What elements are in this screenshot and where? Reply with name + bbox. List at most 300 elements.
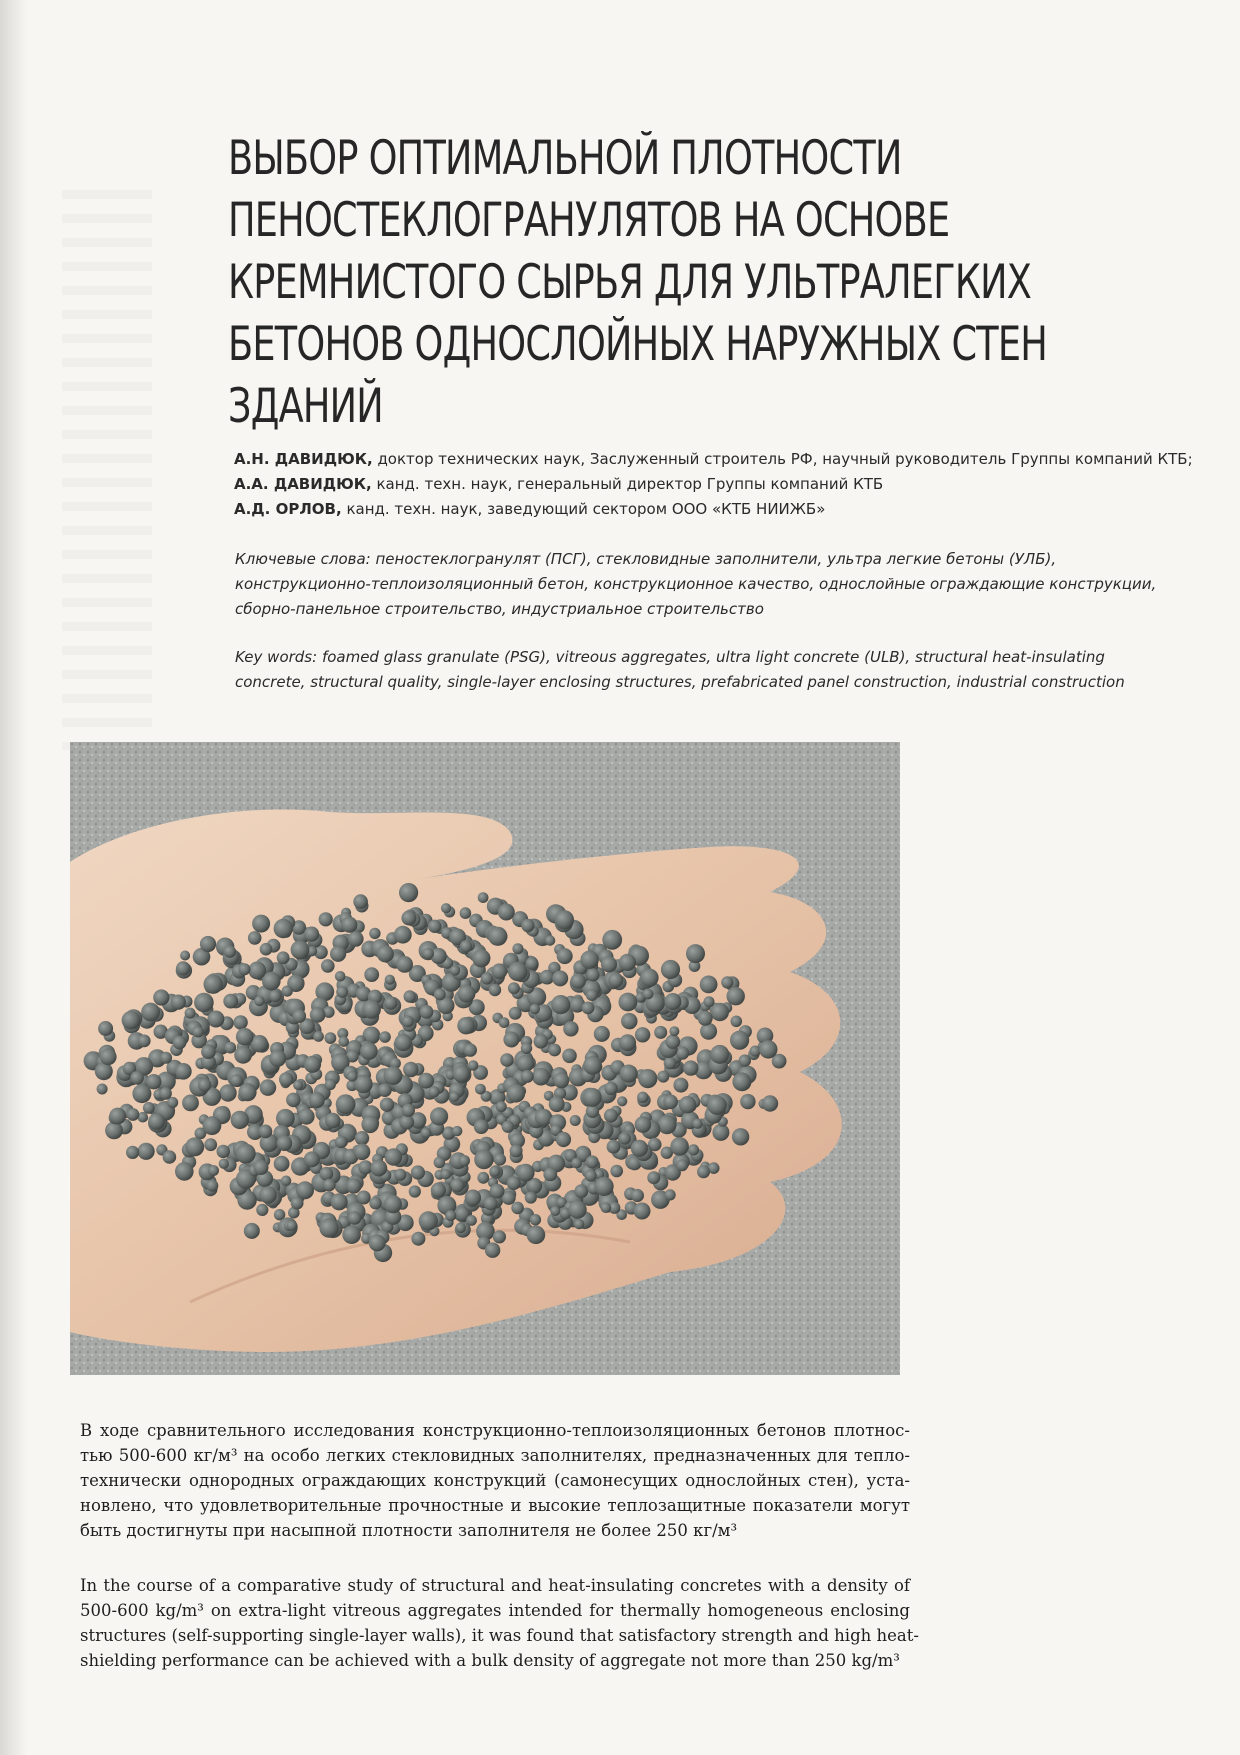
granule	[712, 1124, 729, 1141]
granule	[664, 1057, 677, 1070]
granule	[604, 1082, 617, 1095]
granule	[493, 1230, 506, 1243]
title-line: ПЕНОСТЕКЛОГРАНУЛЯТОВ НА ОСНОВЕ	[228, 193, 950, 248]
granule	[673, 1078, 688, 1093]
keywords-russian	[235, 547, 1165, 622]
granule	[459, 1155, 470, 1166]
granule	[138, 1035, 151, 1048]
granule	[377, 945, 394, 962]
granule	[460, 940, 472, 952]
granule	[666, 1034, 681, 1049]
granule	[231, 1111, 249, 1129]
granule	[192, 1026, 203, 1037]
granule	[304, 927, 319, 942]
granule	[399, 1115, 414, 1130]
abstract-russian	[80, 1418, 910, 1543]
granule	[477, 1172, 489, 1184]
granule	[309, 1092, 325, 1108]
granule	[574, 1184, 588, 1198]
granule	[551, 995, 570, 1014]
granule	[665, 1189, 676, 1200]
granule	[750, 1046, 761, 1057]
keywords-line: сборно-панельное строительство, индустриальное строительство	[235, 600, 764, 618]
granule	[369, 928, 380, 939]
granule	[126, 1146, 139, 1159]
granule	[485, 1243, 500, 1258]
granule	[654, 1026, 667, 1039]
granule	[453, 1065, 470, 1082]
granule	[341, 917, 357, 933]
granule	[638, 1069, 657, 1088]
granule	[595, 1177, 614, 1196]
granule	[148, 1113, 165, 1130]
granule	[153, 989, 169, 1005]
granule	[304, 1151, 320, 1167]
granule	[298, 1108, 314, 1124]
granule	[507, 1084, 526, 1103]
granule	[707, 1096, 726, 1115]
abstract-line: технически однородных ограждающих конструкций (самонесущих однослойных стен), уста-	[80, 1471, 910, 1490]
granule	[122, 1011, 141, 1030]
granule	[464, 1043, 477, 1056]
granule	[586, 989, 598, 1001]
keywords-line: concrete, structural quality, single-layer enclosing structures, prefabricated panel construction, industrial construction	[235, 673, 1125, 691]
granule	[274, 919, 293, 938]
granule	[143, 1102, 155, 1114]
granule	[419, 1211, 438, 1230]
granule	[457, 1017, 474, 1034]
granule	[434, 1157, 446, 1169]
show-through-text	[62, 190, 152, 750]
granule	[402, 1016, 414, 1028]
granule	[418, 1073, 434, 1089]
granule	[236, 1144, 256, 1164]
abstract-line: structures (self-supporting single-layer walls), it was found that satisfactory strength and high heat-	[80, 1626, 919, 1645]
granule	[325, 1079, 336, 1090]
granule	[711, 1003, 729, 1021]
granule	[631, 1189, 644, 1202]
granule	[474, 1119, 489, 1134]
keywords-english	[235, 645, 1165, 695]
granule	[574, 1219, 584, 1229]
granule	[203, 1116, 222, 1135]
granule	[160, 1052, 172, 1064]
granule	[732, 1072, 751, 1091]
granule	[138, 1143, 155, 1160]
granule	[619, 993, 638, 1012]
granule	[185, 1137, 204, 1156]
granule	[335, 1136, 347, 1148]
granule	[727, 987, 745, 1005]
abstract-line: новлено, что удовлетворительные прочностные и высокие теплозащитные показатели могут	[80, 1496, 910, 1515]
granule	[239, 963, 251, 975]
granule	[282, 986, 293, 997]
granule	[310, 1007, 326, 1023]
granule	[252, 915, 270, 933]
granule	[549, 1096, 565, 1112]
granule	[759, 1040, 777, 1058]
granule	[610, 1165, 623, 1178]
granule	[556, 1132, 571, 1147]
granule	[194, 993, 214, 1013]
granule	[260, 1079, 277, 1096]
granule	[635, 1116, 652, 1133]
granule	[474, 1150, 493, 1169]
granule	[441, 903, 451, 913]
granule	[287, 1221, 297, 1231]
granule	[570, 1115, 581, 1126]
granule	[700, 976, 718, 994]
granule	[396, 956, 413, 973]
granule	[362, 1000, 381, 1019]
granule	[582, 1002, 595, 1015]
granule	[320, 1167, 334, 1181]
granule	[198, 1078, 211, 1091]
granule	[568, 1200, 586, 1218]
title-line: ВЫБОР ОПТИМАЛЬНОЙ ПЛОТНОСТИ	[228, 131, 902, 186]
granule	[238, 1083, 256, 1101]
granule	[260, 943, 273, 956]
authors-block	[234, 447, 1193, 522]
granule	[234, 1046, 252, 1064]
granule	[634, 1203, 651, 1220]
abstract-line: тью 500-600 кг/м³ на особо легких стекловидных заполнителях, предназначенных для тепло-	[80, 1446, 910, 1465]
granule	[621, 1013, 637, 1029]
granule	[207, 1011, 224, 1028]
granule	[348, 1211, 361, 1224]
granule	[291, 940, 310, 959]
granule	[385, 1148, 402, 1165]
granule	[236, 1028, 254, 1046]
granule	[364, 967, 379, 982]
granule	[403, 1062, 418, 1077]
granule	[224, 1042, 236, 1054]
granule	[277, 1135, 293, 1151]
granule	[608, 973, 623, 988]
granules-photo	[70, 742, 900, 1375]
granule	[731, 1016, 743, 1028]
granule	[620, 1065, 638, 1083]
granule	[208, 1165, 219, 1176]
granule	[281, 1176, 291, 1186]
granule	[259, 1186, 276, 1203]
granule	[395, 1034, 412, 1051]
granule	[219, 1159, 229, 1169]
granule	[548, 1044, 561, 1057]
granule	[348, 931, 364, 947]
granule	[739, 1054, 751, 1066]
abstract-line: В ходе сравнительного исследования конструкционно-теплоизоляционных бетонов плотнос-	[80, 1421, 910, 1440]
granule	[319, 912, 333, 926]
granule	[508, 962, 527, 981]
keywords-line: Ключевые слова: пеностеклогранулят (ПСГ), стекловидные заполнители, ультра легкие бетоны (УЛБ),	[235, 550, 1057, 568]
granule	[441, 1169, 451, 1179]
granule	[679, 1096, 696, 1113]
granule	[710, 1045, 729, 1064]
granule	[503, 1032, 519, 1048]
granule	[404, 990, 416, 1002]
granule	[248, 931, 262, 945]
granule	[740, 1094, 755, 1109]
granule	[643, 989, 654, 1000]
granule	[465, 1190, 481, 1206]
granule	[732, 1128, 749, 1145]
granule	[347, 1071, 358, 1082]
granule	[384, 1195, 402, 1213]
granule	[253, 1160, 268, 1175]
granule	[490, 1184, 505, 1199]
granule	[254, 996, 264, 1006]
granule	[293, 1080, 303, 1090]
granule	[594, 1026, 610, 1042]
granule	[508, 982, 520, 994]
granule	[421, 1128, 432, 1139]
granule	[269, 990, 281, 1002]
title-line: БЕТОНОВ ОДНОСЛОЙНЫХ НАРУЖНЫХ СТЕН	[228, 317, 1048, 372]
granule	[423, 948, 434, 959]
granule	[293, 1009, 307, 1023]
granule	[304, 1056, 321, 1073]
granule	[217, 1145, 230, 1158]
granule	[276, 1109, 295, 1128]
granule	[182, 1095, 199, 1112]
granule	[683, 1060, 698, 1075]
granule	[481, 972, 493, 984]
granule	[580, 951, 598, 969]
granule	[617, 1096, 627, 1106]
granule	[563, 1021, 578, 1036]
granule	[336, 1094, 356, 1114]
granule	[163, 1150, 177, 1164]
granule	[384, 1066, 403, 1085]
granule	[762, 1095, 778, 1111]
granule	[557, 948, 573, 964]
granule	[233, 1015, 247, 1029]
author-row	[234, 447, 1193, 472]
granule	[361, 1116, 378, 1133]
granule	[507, 1176, 521, 1190]
granule	[619, 954, 636, 971]
granule	[223, 994, 238, 1009]
granule	[686, 944, 705, 963]
granule	[697, 1165, 710, 1178]
granule	[141, 1003, 160, 1022]
granule	[456, 1223, 466, 1233]
granule	[637, 1092, 648, 1103]
granule	[97, 1084, 108, 1095]
granule	[219, 1084, 236, 1101]
granule	[185, 1008, 196, 1019]
granule	[526, 957, 539, 970]
granule	[274, 1156, 290, 1172]
granule	[583, 1056, 602, 1075]
granule	[357, 1191, 371, 1205]
granule	[445, 1210, 456, 1221]
granule	[319, 1218, 338, 1237]
granule	[100, 1048, 117, 1065]
granule	[429, 1086, 440, 1097]
granule	[663, 1095, 678, 1110]
granule	[248, 962, 266, 980]
granule	[721, 976, 733, 988]
granule	[494, 1153, 506, 1165]
granule	[159, 1087, 172, 1100]
granule	[379, 1031, 391, 1043]
granule	[521, 919, 534, 932]
granule	[434, 988, 446, 1000]
granule	[647, 1171, 660, 1184]
granule	[279, 1072, 293, 1086]
granule	[171, 995, 186, 1010]
granule	[583, 1088, 602, 1107]
granule	[475, 1084, 486, 1095]
granule	[676, 1047, 689, 1060]
granule	[411, 1232, 425, 1246]
granule	[517, 1055, 534, 1072]
article-title	[228, 128, 1102, 438]
granule	[175, 1162, 194, 1181]
granule	[411, 1165, 425, 1179]
granule	[360, 1042, 378, 1060]
granule	[586, 1155, 599, 1168]
scan-edge-shadow	[0, 0, 28, 1755]
granule	[450, 965, 460, 975]
granule	[498, 904, 515, 921]
granule	[353, 894, 368, 909]
granule	[604, 1109, 618, 1123]
granule	[394, 926, 412, 944]
granule	[527, 1226, 546, 1245]
granule	[452, 1126, 462, 1136]
granule	[450, 1178, 464, 1192]
granule	[385, 975, 395, 985]
granule	[401, 911, 416, 926]
author-name: А.Н. ДАВИДЮК,	[234, 450, 373, 468]
granule	[384, 996, 397, 1009]
granule	[619, 1132, 631, 1144]
granule	[550, 1206, 560, 1216]
granule	[204, 1138, 217, 1151]
granule	[449, 1092, 459, 1102]
author-details: канд. техн. наук, генеральный директор Группы компаний КТБ	[371, 475, 884, 493]
keywords-line: Key words: foamed glass granulate (PSG), vitreous aggregates, ultra light concrete (ULB), structural heat-insulating	[235, 648, 1105, 666]
granule	[175, 1063, 192, 1080]
granule	[130, 1071, 144, 1085]
granule	[545, 935, 555, 945]
granule	[490, 1166, 501, 1177]
author-details: канд. техн. наук, заведующий сектором ООО «КТБ НИИЖБ»	[341, 500, 826, 518]
granule	[468, 1060, 478, 1070]
granule	[585, 1170, 597, 1182]
granule	[472, 949, 490, 967]
granule	[586, 968, 599, 981]
granule	[530, 1214, 541, 1225]
granule	[635, 1027, 650, 1042]
granule	[466, 1215, 477, 1226]
granule	[256, 1204, 268, 1216]
abstract-line: быть достигнуты при насыпной плотности заполнителя не более 250 кг/м³	[80, 1521, 738, 1540]
granule	[378, 1083, 392, 1097]
granule	[661, 960, 680, 979]
granule	[619, 1034, 636, 1051]
granule	[698, 1011, 713, 1026]
granule	[534, 1034, 549, 1049]
granule	[730, 1031, 749, 1050]
author-name: А.А. ДАВИДЮК,	[234, 475, 372, 493]
granule	[380, 1098, 394, 1112]
granule	[296, 1181, 314, 1199]
granule	[206, 1180, 218, 1192]
granule	[489, 984, 502, 997]
granule	[488, 927, 507, 946]
granule	[509, 1007, 522, 1020]
granule	[409, 1185, 421, 1197]
title-line: ЗДАНИЙ	[228, 379, 383, 434]
granule	[502, 1121, 514, 1133]
granule	[176, 961, 190, 975]
granule	[532, 1068, 550, 1086]
granule	[338, 1036, 349, 1047]
granule	[540, 970, 555, 985]
author-row	[234, 472, 1154, 497]
granule	[269, 1050, 286, 1067]
granule	[688, 1144, 699, 1155]
granule	[321, 959, 335, 973]
granule	[109, 1108, 126, 1125]
granule	[553, 1072, 569, 1088]
granule	[313, 1031, 324, 1042]
granule	[370, 1160, 387, 1177]
granule	[127, 1108, 140, 1121]
granule	[570, 973, 585, 988]
granule	[244, 1223, 260, 1239]
granule	[631, 1140, 648, 1157]
granule	[394, 1169, 406, 1181]
granule	[323, 1179, 336, 1192]
author-name: А.Д. ОРЛОВ,	[234, 500, 342, 518]
granule	[325, 1113, 341, 1129]
granule	[355, 1131, 369, 1145]
granule	[431, 1183, 446, 1198]
granule	[552, 970, 568, 986]
granule	[132, 1084, 151, 1103]
granule	[420, 1005, 434, 1019]
granule	[335, 971, 346, 982]
granule	[478, 892, 489, 903]
granule	[325, 1032, 337, 1044]
granule	[562, 1049, 577, 1064]
granule	[676, 1159, 688, 1171]
granule	[180, 951, 190, 961]
granule	[555, 910, 574, 929]
granule	[525, 1191, 537, 1203]
granule	[669, 1026, 679, 1036]
granule	[543, 1168, 557, 1182]
abstract-line: In the course of a comparative study of structural and heat-insulating concretes with a density of	[80, 1576, 910, 1595]
granule	[200, 936, 216, 952]
granule	[336, 986, 348, 998]
granule	[286, 1093, 301, 1108]
granule	[224, 945, 236, 957]
granule	[657, 1071, 669, 1083]
granule	[330, 946, 346, 962]
abstract-line: 500-600 kg/m³ on extra-light vitreous aggregates intended for thermally homogeneous enclosing	[80, 1601, 910, 1620]
granule	[670, 1137, 689, 1156]
granule	[346, 1178, 361, 1193]
granule	[484, 1197, 498, 1211]
granule	[499, 1017, 510, 1028]
granule	[640, 969, 658, 987]
